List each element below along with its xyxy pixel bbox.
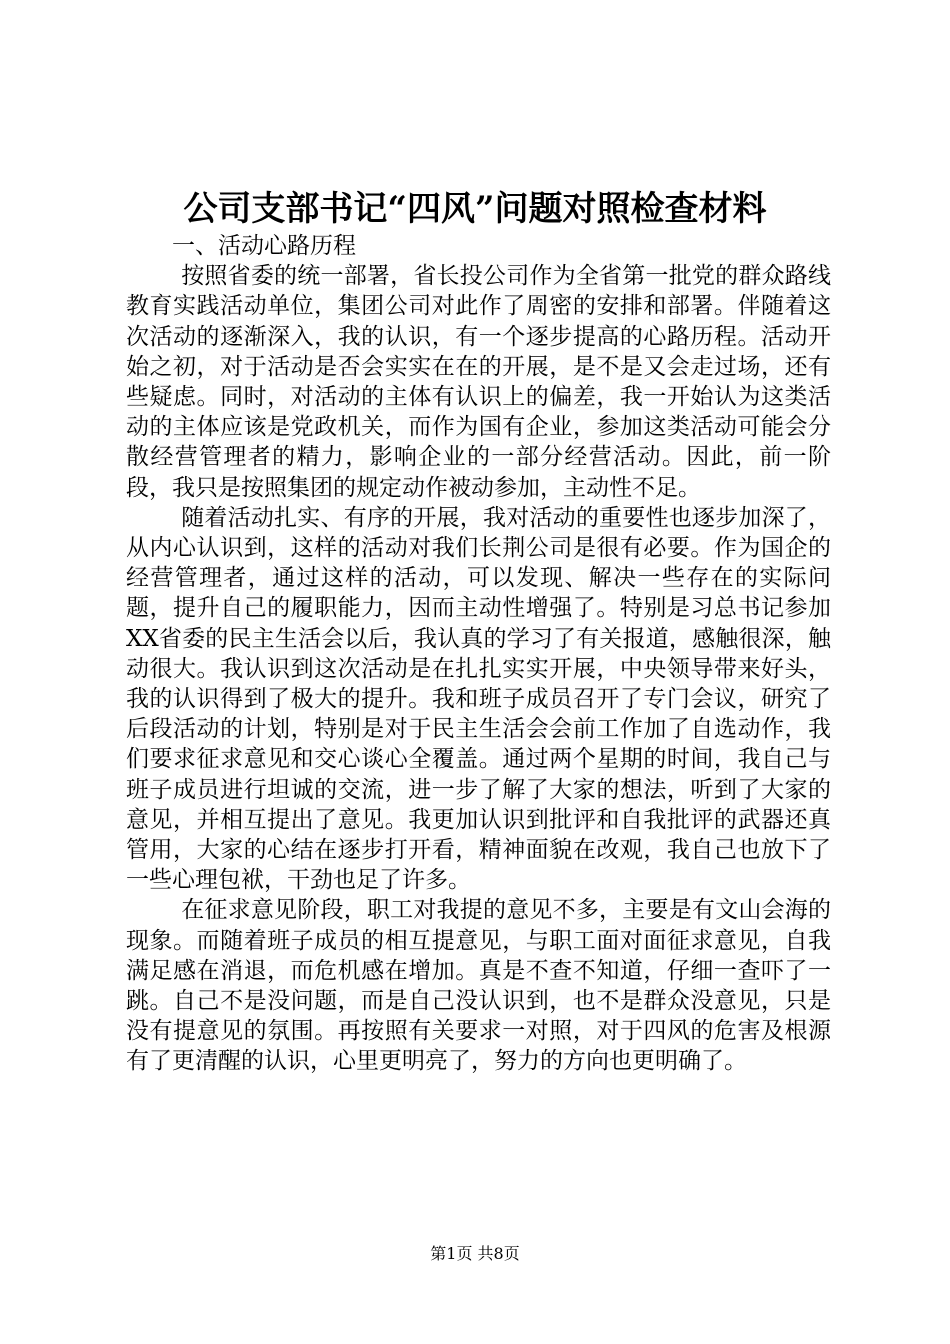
paragraph-1: 按照省委的统一部署，省长投公司作为全省第一批党的群众路线教育实践活动单位，集团公司对此作了周密的安排和部署。伴随着这次活动的逐渐深入，我的认识，有一个逐步提高的心路历程。活动开始之初，对于活动是否会实实在在的开展，是不是又会走过场，还有些疑虑。同时，对活动的主体有认识上的偏差，我一开始认为这类活动的主体应该是党政机关，而作为国有企业，参加这类活动可能会分散经营管理者的精力，影响企业的一部分经营活动。因此，前一阶段，我只是按照集团的规定动作被动参加，主动性不足。 (126, 263, 831, 501)
section-heading: 一、活动心路历程 (172, 233, 356, 259)
document-title: 公司支部书记“四风”问题对照检查材料 (183, 189, 767, 229)
document-body (126, 231, 831, 1077)
paragraph-3: 在征求意见阶段，职工对我提的意见不多，主要是有文山会海的现象。而随着班子成员的相互提意见，与职工面对面征求意见，自我满足感在消退，而危机感在增加。真是不查不知道，仔细一查吓了一跳。自己不是没问题，而是自己没认识到，也不是群众没意见，只是没有提意见的氛围。再按照有关要求一对照，对于四风的危害及根源有了更清醒的认识，心里更明亮了，努力的方向也更明确了。 (126, 897, 831, 1075)
paragraph-2: 随着活动扎实、有序的开展，我对活动的重要性也逐步加深了，从内心认识到，这样的活动对我们长荆公司是很有必要。作为国企的经营管理者，通过这样的活动，可以发现、解决一些存在的实际问题，提升自己的履职能力，因而主动性增强了。特别是习总书记参加XX省委的民主生活会以后，我认真的学习了有关报道，感触很深，触动很大。我认识到这次活动是在扎扎实实开展，中央领导带来好头，我的认识得到了极大的提升。我和班子成员召开了专门会议，研究了后段活动的计划，特别是对于民主生活会会前工作加了自选动作，我们要求征求意见和交心谈心全覆盖。通过两个星期的时间，我自己与班子成员进行坦诚的交流，进一步了解了大家的想法，听到了大家的意见，并相互提出了意见。我更加认识到批评和自我批评的武器还真管用，大家的心结在逐步打开看，精神面貌在改观，我自己也放下了一些心理包袱，干劲也足了许多。 (126, 504, 831, 894)
page-footer: 第1页 共8页 (430, 1244, 520, 1263)
